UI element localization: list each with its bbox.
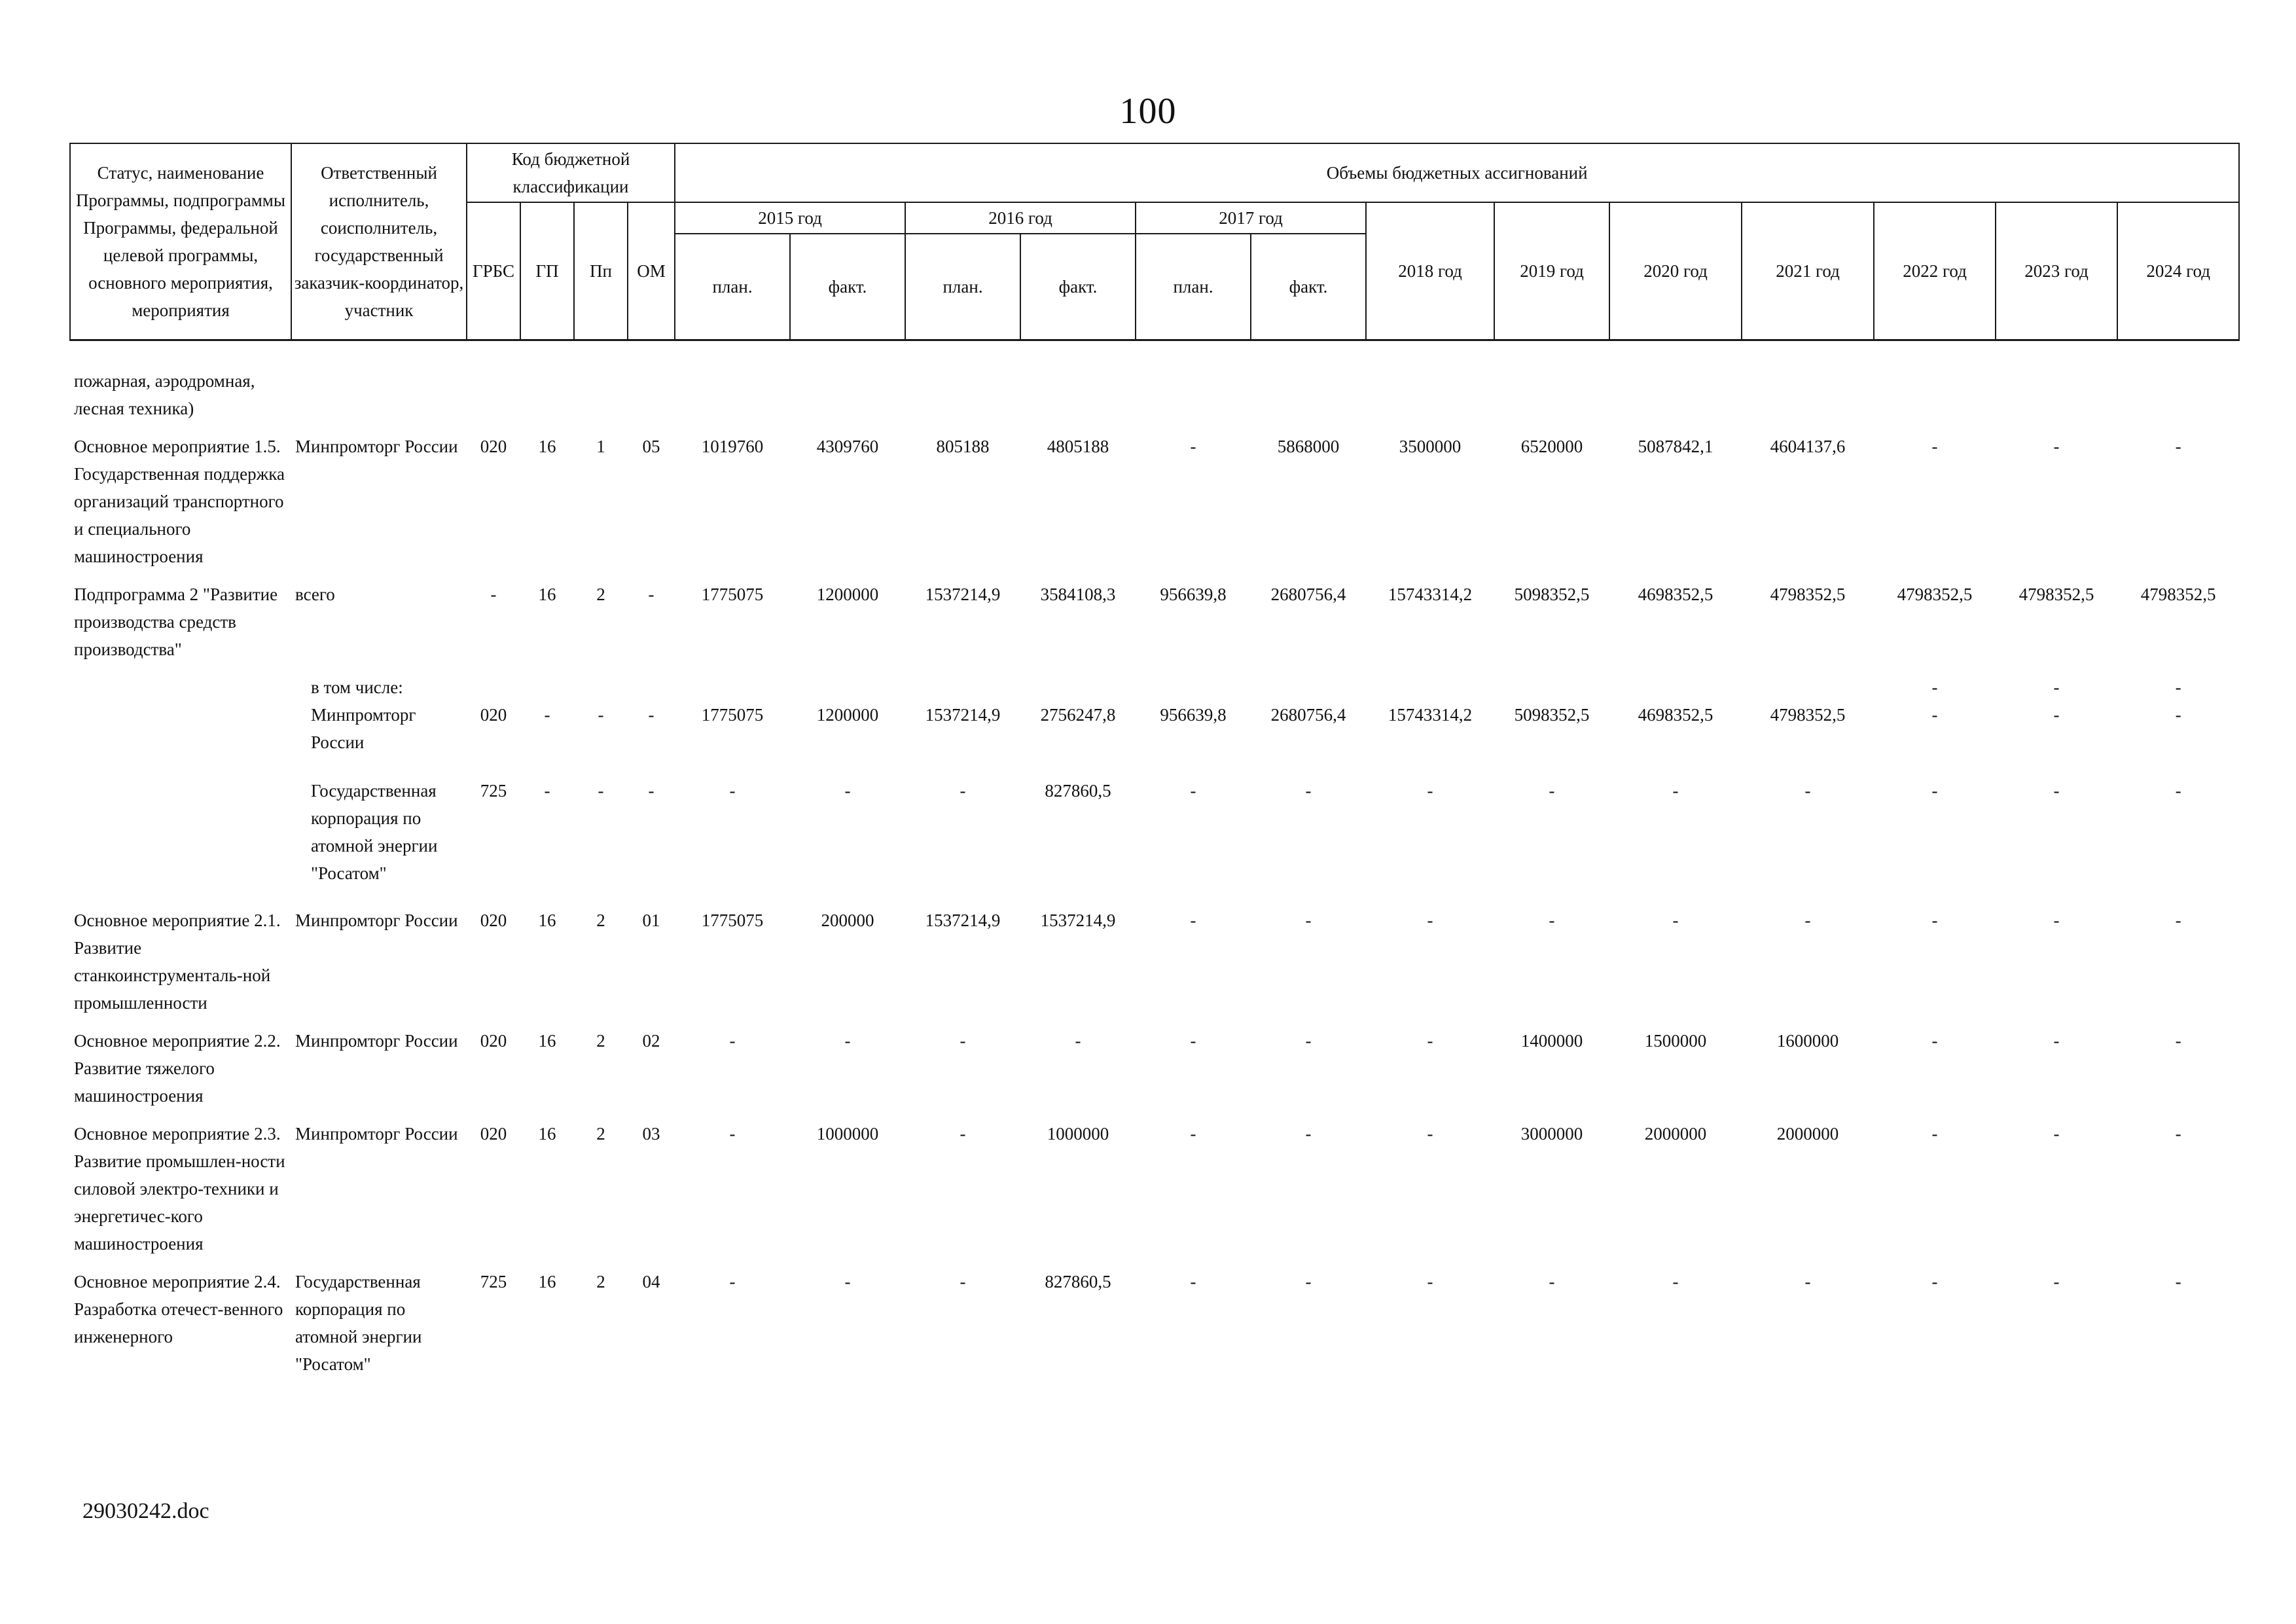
code-om-cell: [628, 340, 675, 422]
value-2019-cell: 6520000: [1520, 436, 1583, 456]
code-gp-cell: 16: [538, 910, 556, 930]
value-2019-cell: -: [1549, 910, 1555, 930]
value-2017-plan-cell: -: [1190, 780, 1196, 801]
value-2017-fact-cell: [1251, 663, 1366, 701]
value-2015-plan-cell: -: [729, 1030, 736, 1051]
value-2015-fact-cell: 1200000: [816, 584, 879, 604]
value-2022-cell: -: [1931, 436, 1938, 456]
value-2024-cell: -: [2175, 704, 2181, 725]
row-name: Основное мероприятие 2.2. Развитие тяжелого машиностроения: [74, 1030, 281, 1106]
value-2018-cell: 15743314,2: [1388, 704, 1473, 725]
col-grbs-header: ГРБС: [467, 202, 520, 340]
value-2024-cell: -: [2175, 780, 2181, 801]
col-budget-code-header: Код бюджетной классификации: [467, 143, 675, 202]
value-2017-fact-cell: -: [1305, 1030, 1312, 1051]
code-pp-cell: [574, 663, 628, 701]
value-2020-cell: 4698352,5: [1638, 584, 1713, 604]
value-2015-plan-cell: 1775075: [701, 704, 764, 725]
value-2017-plan-cell: [1136, 663, 1251, 701]
code-om-cell: 03: [642, 1123, 660, 1144]
value-2016-plan-cell: -: [960, 1271, 966, 1291]
row-executor: всего: [295, 584, 335, 604]
code-grbs-cell: 725: [480, 1271, 507, 1291]
value-2018-cell: -: [1427, 1271, 1433, 1291]
fact-2015-header: факт.: [790, 234, 905, 340]
value-2022-cell: -: [1931, 910, 1938, 930]
value-2020-cell: -: [1672, 910, 1679, 930]
row-executor: Государственная корпорация по атомной энергии "Росатом": [295, 1271, 422, 1374]
code-om-cell: -: [648, 584, 655, 604]
row-name: Основное мероприятие 2.1. Развитие станкоинструменталь-ной промышленности: [74, 910, 281, 1013]
value-2022-cell: 4798352,5: [1897, 584, 1973, 604]
value-2017-fact-cell: 2680756,4: [1270, 704, 1346, 725]
code-grbs-cell: 020: [480, 1030, 507, 1051]
value-2019-cell: 3000000: [1520, 1123, 1583, 1144]
value-2015-fact-cell: 1200000: [816, 704, 879, 725]
year-2015-header: 2015 год: [675, 202, 905, 234]
code-pp-cell: 2: [596, 910, 605, 930]
value-2019-cell: -: [1549, 1271, 1555, 1291]
fact-2016-header: факт.: [1020, 234, 1136, 340]
code-gp-cell: 16: [538, 584, 556, 604]
year-2019-header: 2019 год: [1494, 202, 1609, 340]
value-2017-plan-cell: [1136, 340, 1251, 422]
value-2021-cell: -: [1804, 780, 1811, 801]
value-2023-cell: -: [2053, 1030, 2060, 1051]
code-gp-cell: [520, 340, 574, 422]
value-2018-cell: [1366, 663, 1494, 701]
value-2023-cell: -: [2053, 910, 2060, 930]
value-2015-fact-cell: [790, 663, 905, 701]
value-2021-cell: 1600000: [1776, 1030, 1839, 1051]
value-2024-cell: 4798352,5: [2140, 584, 2216, 604]
value-2019-cell: -: [1549, 780, 1555, 801]
value-2016-fact-cell: 827860,5: [1045, 780, 1111, 801]
code-pp-cell: 2: [596, 584, 605, 604]
value-2019-cell: 5098352,5: [1514, 704, 1590, 725]
value-2019-cell: [1494, 663, 1609, 701]
value-2017-fact-cell: 2680756,4: [1270, 584, 1346, 604]
table-row: [70, 422, 2239, 570]
year-2016-header: 2016 год: [905, 202, 1136, 234]
code-gp-cell: 16: [538, 436, 556, 456]
value-2022-cell: -: [1931, 1271, 1938, 1291]
code-grbs-cell: 020: [480, 910, 507, 930]
value-2017-fact-cell: 5868000: [1277, 436, 1340, 456]
value-2020-cell: -: [1672, 780, 1679, 801]
table-row: [70, 340, 2239, 422]
value-2023-cell: -: [2053, 780, 2060, 801]
row-executor: Минпромторг России: [295, 1030, 458, 1051]
value-2015-plan-cell: 1775075: [701, 910, 764, 930]
code-grbs-cell: 020: [480, 1123, 507, 1144]
value-2017-plan-cell: 956639,8: [1160, 704, 1227, 725]
value-2017-plan-cell: -: [1190, 1030, 1196, 1051]
value-2016-fact-cell: 827860,5: [1045, 1271, 1111, 1291]
year-2023-header: 2023 год: [1996, 202, 2117, 340]
value-2021-cell: -: [1804, 910, 1811, 930]
value-2015-plan-cell: [675, 340, 790, 422]
row-name: Основное мероприятие 2.4. Разработка отечест-венного инженерного: [74, 1271, 283, 1346]
value-2016-fact-cell: 1000000: [1047, 1123, 1109, 1144]
value-2015-fact-cell: -: [844, 1030, 851, 1051]
value-2018-cell: -: [1427, 1123, 1433, 1144]
row-name: Подпрограмма 2 "Развитие производства средств производства": [74, 584, 278, 659]
value-2017-fact-cell: [1251, 340, 1366, 422]
value-2024-cell: -: [2175, 436, 2181, 456]
code-om-cell: -: [648, 780, 655, 801]
value-2019-cell: [1494, 340, 1609, 422]
value-2023-cell: -: [2053, 704, 2060, 725]
col-status-header: Статус, наименование Программы, подпрограммы Программы, федеральной целевой программы, основного мероприятия, мероприятия: [70, 143, 291, 340]
value-2019-cell: 5098352,5: [1514, 584, 1590, 604]
value-2021-cell: -: [1804, 1271, 1811, 1291]
row-name: [70, 777, 291, 896]
value-2022-cell: -: [1931, 780, 1938, 801]
value-2023-cell: -: [2053, 1271, 2060, 1291]
value-2024-cell: -: [2175, 1030, 2181, 1051]
value-2015-plan-cell: -: [729, 1123, 736, 1144]
code-grbs-cell: [467, 663, 520, 701]
value-2022-cell: -: [1931, 677, 1938, 697]
value-2023-cell: 4798352,5: [2018, 584, 2094, 604]
value-2017-fact-cell: -: [1305, 780, 1312, 801]
value-2017-plan-cell: -: [1190, 910, 1196, 930]
code-om-cell: [628, 663, 675, 701]
value-2017-plan-cell: -: [1190, 436, 1196, 456]
code-gp-cell: 16: [538, 1271, 556, 1291]
value-2024-cell: -: [2175, 1123, 2181, 1144]
value-2017-plan-cell: -: [1190, 1271, 1196, 1291]
table-row: [70, 777, 2239, 896]
value-2024-cell: -: [2175, 910, 2181, 930]
value-2016-fact-cell: 4805188: [1047, 436, 1109, 456]
value-2015-fact-cell: 4309760: [816, 436, 879, 456]
value-2024-cell: [2117, 340, 2239, 422]
value-2016-plan-cell: 1537214,9: [925, 584, 1001, 604]
value-2023-cell: -: [2053, 1123, 2060, 1144]
value-2016-plan-cell: 1537214,9: [925, 910, 1001, 930]
code-gp-cell: -: [544, 704, 550, 725]
code-om-cell: -: [648, 704, 655, 725]
value-2021-cell: [1742, 663, 1874, 701]
value-2016-fact-cell: [1020, 340, 1136, 422]
value-2023-cell: -: [2053, 677, 2060, 697]
value-2020-cell: 1500000: [1644, 1030, 1707, 1051]
value-2023-cell: [1996, 340, 2117, 422]
plan-2016-header: план.: [905, 234, 1020, 340]
code-om-cell: 02: [642, 1030, 660, 1051]
value-2016-fact-cell: [1020, 663, 1136, 701]
code-om-cell: 05: [642, 436, 660, 456]
col-pp-header: Пп: [574, 202, 628, 340]
code-gp-cell: 16: [538, 1030, 556, 1051]
value-2019-cell: 1400000: [1520, 1030, 1583, 1051]
code-grbs-cell: 020: [480, 436, 507, 456]
value-2017-fact-cell: -: [1305, 910, 1312, 930]
code-pp-cell: 2: [596, 1271, 605, 1291]
value-2020-cell: [1609, 663, 1742, 701]
year-2017-header: 2017 год: [1136, 202, 1366, 234]
table-row: [70, 1110, 2239, 1257]
value-2016-fact-cell: 1537214,9: [1040, 910, 1116, 930]
table-row: [70, 570, 2239, 663]
value-2018-cell: -: [1427, 910, 1433, 930]
code-grbs-cell: [467, 340, 520, 422]
code-pp-cell: 2: [596, 1030, 605, 1051]
value-2023-cell: -: [2053, 436, 2060, 456]
col-executor-header: Ответственный исполнитель, соисполнитель, государственный заказчик-координатор, участник: [291, 143, 467, 340]
code-grbs-cell: 725: [480, 780, 507, 801]
code-gp-cell: -: [544, 780, 550, 801]
code-grbs-cell: -: [490, 584, 497, 604]
value-2021-cell: 4604137,6: [1770, 436, 1846, 456]
value-2015-plan-cell: [675, 663, 790, 701]
row-name: Основное мероприятие 1.5. Государственная поддержка организаций транспортного и специального машиностроения: [74, 436, 285, 566]
table-body: [70, 340, 2239, 1378]
value-2015-fact-cell: 1000000: [816, 1123, 879, 1144]
value-2021-cell: 4798352,5: [1770, 584, 1846, 604]
row-name: [70, 663, 291, 701]
value-2015-plan-cell: -: [729, 780, 736, 801]
table-header: [70, 143, 2239, 340]
row-executor: Минпромторг России: [311, 704, 416, 752]
value-2015-fact-cell: -: [844, 1271, 851, 1291]
code-pp-cell: 2: [596, 1123, 605, 1144]
code-gp-cell: [520, 663, 574, 701]
value-2021-cell: 2000000: [1776, 1123, 1839, 1144]
row-name: Основное мероприятие 2.3. Развитие промышлен-ности силовой электро-техники и энергетичес-кого машиностроения: [74, 1123, 285, 1254]
value-2016-fact-cell: 2756247,8: [1040, 704, 1116, 725]
col-gp-header: ГП: [520, 202, 574, 340]
budget-table: [69, 143, 2240, 1378]
code-om-cell: 04: [642, 1271, 660, 1291]
value-2020-cell: 2000000: [1644, 1123, 1707, 1144]
row-executor: Минпромторг России: [295, 1123, 458, 1144]
value-2018-cell: 3500000: [1399, 436, 1462, 456]
row-name: пожарная, аэродромная, лесная техника): [74, 370, 255, 418]
value-2016-plan-cell: 1537214,9: [925, 704, 1001, 725]
col-volumes-header: Объемы бюджетных ассигнований: [675, 143, 2239, 202]
value-2020-cell: 4698352,5: [1638, 704, 1713, 725]
code-gp-cell: 16: [538, 1123, 556, 1144]
value-2015-plan-cell: -: [729, 1271, 736, 1291]
value-2022-cell: -: [1931, 1030, 1938, 1051]
value-2022-cell: -: [1931, 704, 1938, 725]
year-2021-header: 2021 год: [1742, 202, 1874, 340]
year-2024-header: 2024 год: [2117, 202, 2239, 340]
code-pp-cell: -: [598, 780, 604, 801]
value-2015-fact-cell: [790, 340, 905, 422]
value-2020-cell: 5087842,1: [1638, 436, 1713, 456]
value-2016-fact-cell: -: [1075, 1030, 1081, 1051]
plan-2017-header: план.: [1136, 234, 1251, 340]
value-2020-cell: -: [1672, 1271, 1679, 1291]
year-2022-header: 2022 год: [1874, 202, 1996, 340]
value-2015-plan-cell: 1019760: [701, 436, 764, 456]
value-2018-cell: [1366, 340, 1494, 422]
value-2024-cell: -: [2175, 677, 2181, 697]
table-row: [70, 1257, 2239, 1378]
value-2022-cell: [1874, 340, 1996, 422]
value-2024-cell: -: [2175, 1271, 2181, 1291]
value-2020-cell: [1609, 340, 1742, 422]
value-2016-plan-cell: [905, 663, 1020, 701]
value-2015-plan-cell: 1775075: [701, 584, 764, 604]
year-2018-header: 2018 год: [1366, 202, 1494, 340]
code-om-cell: 01: [642, 910, 660, 930]
table-row: [70, 1017, 2239, 1110]
table-row: [70, 663, 2239, 701]
value-2016-plan-cell: [905, 340, 1020, 422]
value-2016-plan-cell: 805188: [936, 436, 990, 456]
row-name: [70, 701, 291, 777]
value-2018-cell: -: [1427, 780, 1433, 801]
value-2016-plan-cell: -: [960, 1030, 966, 1051]
value-2017-fact-cell: -: [1305, 1271, 1312, 1291]
table-row: [70, 896, 2239, 1017]
value-2016-plan-cell: -: [960, 1123, 966, 1144]
value-2017-plan-cell: -: [1190, 1123, 1196, 1144]
value-2016-plan-cell: -: [960, 780, 966, 801]
table-row: [70, 701, 2239, 777]
col-om-header: ОМ: [628, 202, 675, 340]
page-number: 100: [1119, 91, 1177, 132]
document-filename: 29030242.doc: [82, 1499, 209, 1523]
year-2020-header: 2020 год: [1609, 202, 1742, 340]
value-2022-cell: -: [1931, 1123, 1938, 1144]
value-2017-fact-cell: -: [1305, 1123, 1312, 1144]
value-2017-plan-cell: 956639,8: [1160, 584, 1227, 604]
row-executor: Государственная корпорация по атомной энергии "Росатом": [311, 780, 438, 883]
value-2021-cell: 4798352,5: [1770, 704, 1846, 725]
value-2018-cell: -: [1427, 1030, 1433, 1051]
value-2015-fact-cell: 200000: [821, 910, 874, 930]
value-2018-cell: 15743314,2: [1388, 584, 1473, 604]
code-grbs-cell: 020: [480, 704, 507, 725]
value-2016-fact-cell: 3584108,3: [1040, 584, 1116, 604]
value-2021-cell: [1742, 340, 1874, 422]
code-pp-cell: 1: [596, 436, 605, 456]
row-executor: [291, 340, 467, 422]
row-executor: Минпромторг России: [295, 910, 458, 930]
fact-2017-header: факт.: [1251, 234, 1366, 340]
code-pp-cell: [574, 340, 628, 422]
value-2015-fact-cell: -: [844, 780, 851, 801]
code-pp-cell: -: [598, 704, 604, 725]
row-executor: Минпромторг России: [295, 436, 458, 456]
row-executor: в том числе:: [311, 677, 403, 697]
plan-2015-header: план.: [675, 234, 790, 340]
